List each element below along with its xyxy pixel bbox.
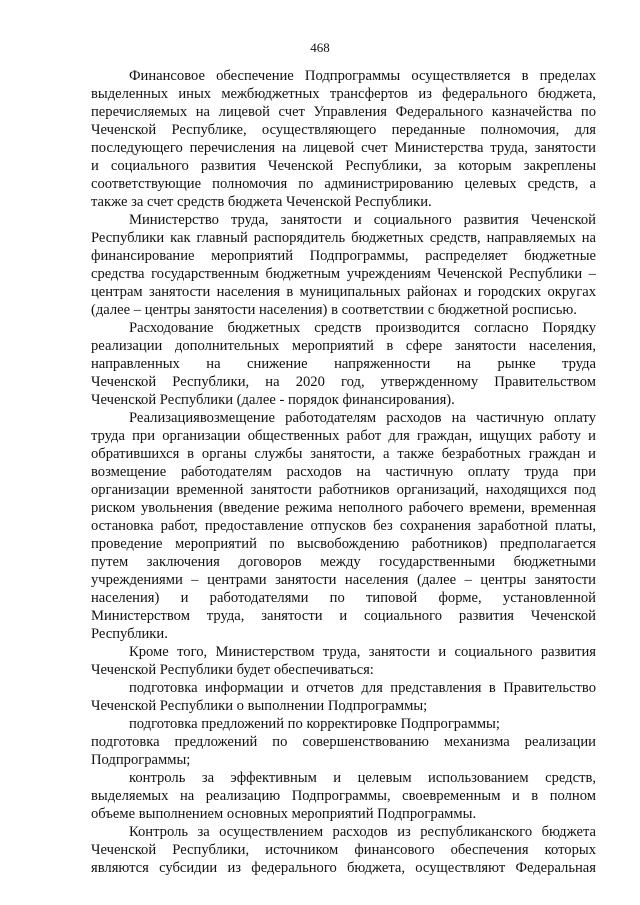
text-line: Министерством труда, занятости и социального развития Чеченской — [91, 608, 596, 624]
text-line: Республики как главный распорядитель бюджетных средств, направляемых на — [91, 230, 596, 246]
text-line: подготовка предложений по совершенствованию механизма реализации — [91, 734, 596, 750]
text-line: подготовка предложений по корректировке Подпрограммы; — [129, 716, 500, 732]
text-line: выделяемых на реализацию Подпрограммы, своевременным и в полном — [91, 788, 596, 804]
text-line: объеме выполнением основных мероприятий Подпрограммы. — [91, 806, 477, 822]
paragraph — [91, 409, 596, 643]
text-line: Чеченской Республике, осуществляющего переданные полномочия, для — [91, 122, 596, 138]
text-line: (далее – центры занятости населения) в соответствии с бюджетной росписью. — [91, 302, 577, 318]
text-line: Реализациявозмещение работодателям расходов на частичную оплату — [129, 410, 596, 426]
text-line: учреждениями – центрами занятости населения (далее – центры занятости — [91, 572, 596, 588]
text-line: Министерство труда, занятости и социального развития Чеченской — [129, 212, 596, 228]
paragraph — [91, 211, 596, 319]
text-line: Контроль за осуществлением расходов из республиканского бюджета — [129, 824, 596, 840]
paragraph — [91, 679, 596, 715]
document-body — [91, 67, 596, 877]
text-line: и социального развития Чеченской Республики, за которым закреплены — [91, 158, 596, 174]
text-line: Республики. — [91, 626, 168, 642]
text-line: обратившихся в органы службы занятости, а также безработных граждан и — [91, 446, 596, 462]
text-line: Кроме того, Министерством труда, занятости и социального развития — [129, 644, 596, 660]
text-line: контроль за эффективным и целевым использованием средств, — [129, 770, 596, 786]
paragraph — [91, 823, 596, 877]
page-number: 468 — [310, 40, 330, 55]
text-line: Расходование бюджетных средств производится согласно Порядку — [129, 320, 596, 336]
text-line: финансирование мероприятий Подпрограммы, распределяет бюджетные — [91, 248, 596, 264]
paragraph — [91, 319, 596, 409]
text-line: возмещение работодателям расходов на частичную оплату труда при — [91, 464, 596, 480]
text-line: Чеченской Республики (далее - порядок финансирования). — [91, 392, 455, 408]
text-line: средства государственным бюджетным учреждениям Чеченской Республики – — [91, 266, 596, 282]
text-line: последующего перечисления на лицевой счет Министерства труда, занятости — [91, 140, 596, 156]
text-line: труда при организации общественных работ для граждан, ищущих работу и — [91, 428, 596, 444]
text-line: проведение мероприятий по высвобождению работников) предполагается — [91, 536, 596, 552]
text-line: Подпрограммы; — [91, 752, 191, 768]
text-line: населения) и работодателями по типовой форме, установленной — [91, 590, 596, 606]
text-line: Чеченской Республики о выполнении Подпрограммы; — [91, 698, 428, 714]
paragraph — [91, 733, 596, 769]
text-line: перечисляемых на лицевой счет Управления Федерального казначейства по — [91, 104, 596, 120]
text-line: выделенных иных межбюджетных трансфертов из федерального бюджета, — [91, 86, 596, 102]
paragraph — [91, 67, 596, 211]
text-line: остановка работ, предоставление отпусков без сохранения заработной платы, — [91, 518, 596, 534]
text-line: организации временной занятости работников организаций, находящихся под — [91, 482, 596, 498]
text-line: подготовка информации и отчетов для представления в Правительство — [129, 680, 596, 696]
text-line: риском увольнения (введение режима неполного рабочего времени, временная — [91, 500, 596, 516]
paragraph — [91, 769, 596, 823]
text-line: Чеченской Республики будет обеспечиваться: — [91, 662, 374, 678]
text-line: соответствующие полномочия по администрированию целевых средств, а — [91, 176, 596, 192]
text-line: Финансовое обеспечение Подпрограммы осуществляется в пределах — [129, 68, 596, 84]
text-line: Чеченской Республики, на 2020 год, утвержденному Правительством — [91, 374, 596, 390]
text-line: реализации дополнительных мероприятий в сфере занятости населения, — [91, 338, 596, 354]
text-line: Чеченской Республики, источником финансового обеспечения которых — [91, 842, 596, 858]
text-line: направленных на снижение напряженности на рынке труда — [91, 356, 596, 372]
text-line: являются субсидии из федерального бюджета, осуществляют Федеральная — [91, 860, 596, 876]
text-line: также за счет средств бюджета Чеченской Республики. — [91, 194, 432, 210]
paragraph — [91, 715, 596, 733]
text-line: путем заключения договоров между государственными бюджетными — [91, 554, 596, 570]
text-line: центрам занятости населения в муниципальных районах и городских округах — [91, 284, 596, 300]
paragraph — [91, 643, 596, 679]
